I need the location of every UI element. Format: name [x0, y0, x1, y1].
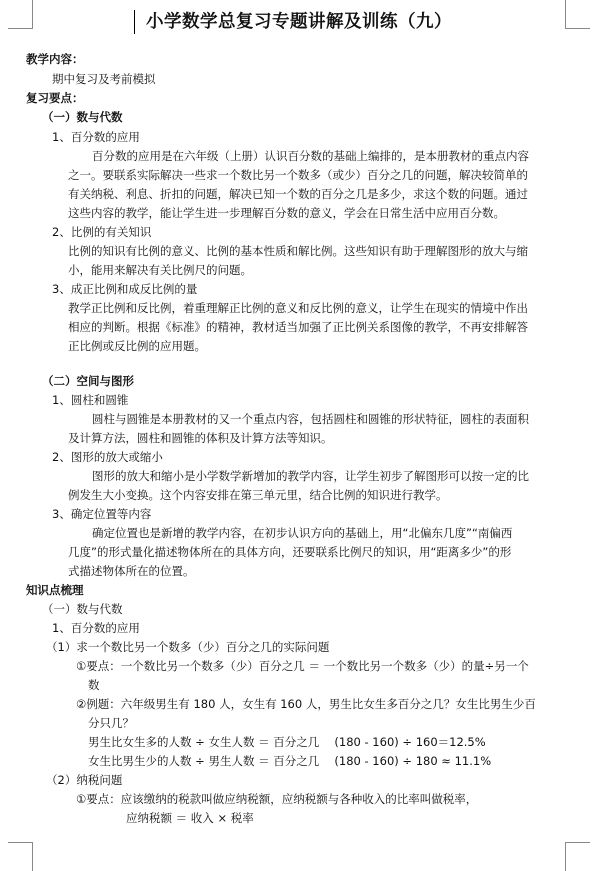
- text-line: 确定位置也是新增的教学内容，在初步认识方向的基础上，用“北偏东几度”“南偏西: [92, 526, 513, 540]
- text-line: 分只几？: [88, 716, 134, 730]
- text-line: 2、比例的有关知识: [52, 225, 152, 239]
- text-line: 小，能用来解决有关比例尺的问题。: [68, 263, 252, 277]
- text-line: （1）求一个数比另一个数多（少）百分之几的实际问题: [46, 640, 330, 654]
- text-line: 3、成正比例和成反比例的量: [52, 282, 198, 296]
- section-heading: 复习要点：: [26, 91, 84, 105]
- text-line: 2、图形的放大或缩小: [52, 450, 163, 464]
- text-line: 应纳税额 ＝ 收入 × 税率: [126, 811, 254, 825]
- text-line: 1、百分数的应用: [52, 130, 140, 144]
- text-line: 期中复习及考前模拟: [52, 72, 156, 86]
- text-line: 百分数的应用是在六年级（上册）认识百分数的基础上编排的，是本册教材的重点内容: [92, 149, 529, 163]
- text-line: 有关纳税、利息、折扣的问题，解决已知一个数的百分之几是多少，求这个数的问题。通过: [68, 187, 528, 201]
- text-line: 相应的判断。根据《标准》的精神，教材适当加强了正比例关系图像的教学，不再安排解答: [68, 320, 528, 334]
- text-line: 数: [88, 678, 100, 692]
- text-line: ①要点：应该缴纳的税款叫做应纳税额，应纳税额与各种收入的比率叫做税率，: [76, 792, 478, 806]
- text-line: 例发生大小变换。这个内容安排在第三单元里，结合比例的知识进行教学。: [68, 488, 448, 502]
- document-title: 小学数学总复习专题讲解及训练（九）: [146, 12, 452, 32]
- crop-mark-bottom-right: [565, 842, 590, 871]
- text-line: 1、百分数的应用: [52, 621, 140, 635]
- crop-mark-bottom-left: [8, 842, 33, 871]
- text-line: 女生比男生少的人数 ÷ 男生人数 ＝ 百分之几 (180 - 160) ÷ 180 ≈ 11.1%: [88, 754, 492, 768]
- section-heading: （二）空间与图形: [42, 374, 134, 388]
- text-line: ①要点：一个数比另一个数多（少）百分之几 ＝ 一个数比另一个数多（少）的量÷另一个: [76, 659, 529, 673]
- text-line: 几度”的形式量化描述物体所在的具体方向，还要联系比例尺的知识，用“距离多少”的形: [68, 545, 512, 559]
- text-line: 图形的放大和缩小是小学数学新增加的教学内容，让学生初步了解图形可以按一定的比: [92, 469, 529, 483]
- section-heading: 教学内容：: [26, 52, 84, 66]
- text-line: （2）纳税问题: [46, 773, 123, 787]
- text-line: ②例题：六年级男生有 180 人，女生有 160 人，男生比女生多百分之几？女生比男生少百: [76, 697, 536, 711]
- text-line: 这些内容的教学，能让学生进一步理解百分数的意义，学会在日常生活中应用百分数。: [68, 206, 505, 220]
- text-line: 正比例或反比例的应用题。: [68, 339, 206, 353]
- text-line: 及计算方法，圆柱和圆锥的体积及计算方法等知识。: [68, 431, 333, 445]
- text-line: 1、圆柱和圆锥: [52, 393, 129, 407]
- text-line: 教学正比例和反比例，着重理解正比例的意义和反比例的意义，让学生在现实的情境中作出: [68, 301, 528, 315]
- text-line: 式描述物体所在的位置。: [68, 564, 195, 578]
- text-line: 男生比女生多的人数 ÷ 女生人数 ＝ 百分之几 (180 - 160) ÷ 160＝12.5%: [88, 735, 486, 749]
- section-heading: （一）数与代数: [42, 110, 123, 124]
- text-line: （一）数与代数: [42, 602, 123, 616]
- text-line: 之一。要联系实际解决一些求一个数比另一个数多（或少）百分之几的问题，解决较简单的: [68, 168, 528, 182]
- text-line: 圆柱与圆锥是本册教材的又一个重点内容，包括圆柱和圆锥的形状特征，圆柱的表面积: [92, 412, 529, 426]
- text-line: 3、确定位置等内容: [52, 507, 152, 521]
- section-heading: 知识点梳理: [26, 583, 84, 597]
- text-line: 比例的知识有比例的意义、比例的基本性质和解比例。这些知识有助于理解图形的放大与缩: [68, 244, 528, 258]
